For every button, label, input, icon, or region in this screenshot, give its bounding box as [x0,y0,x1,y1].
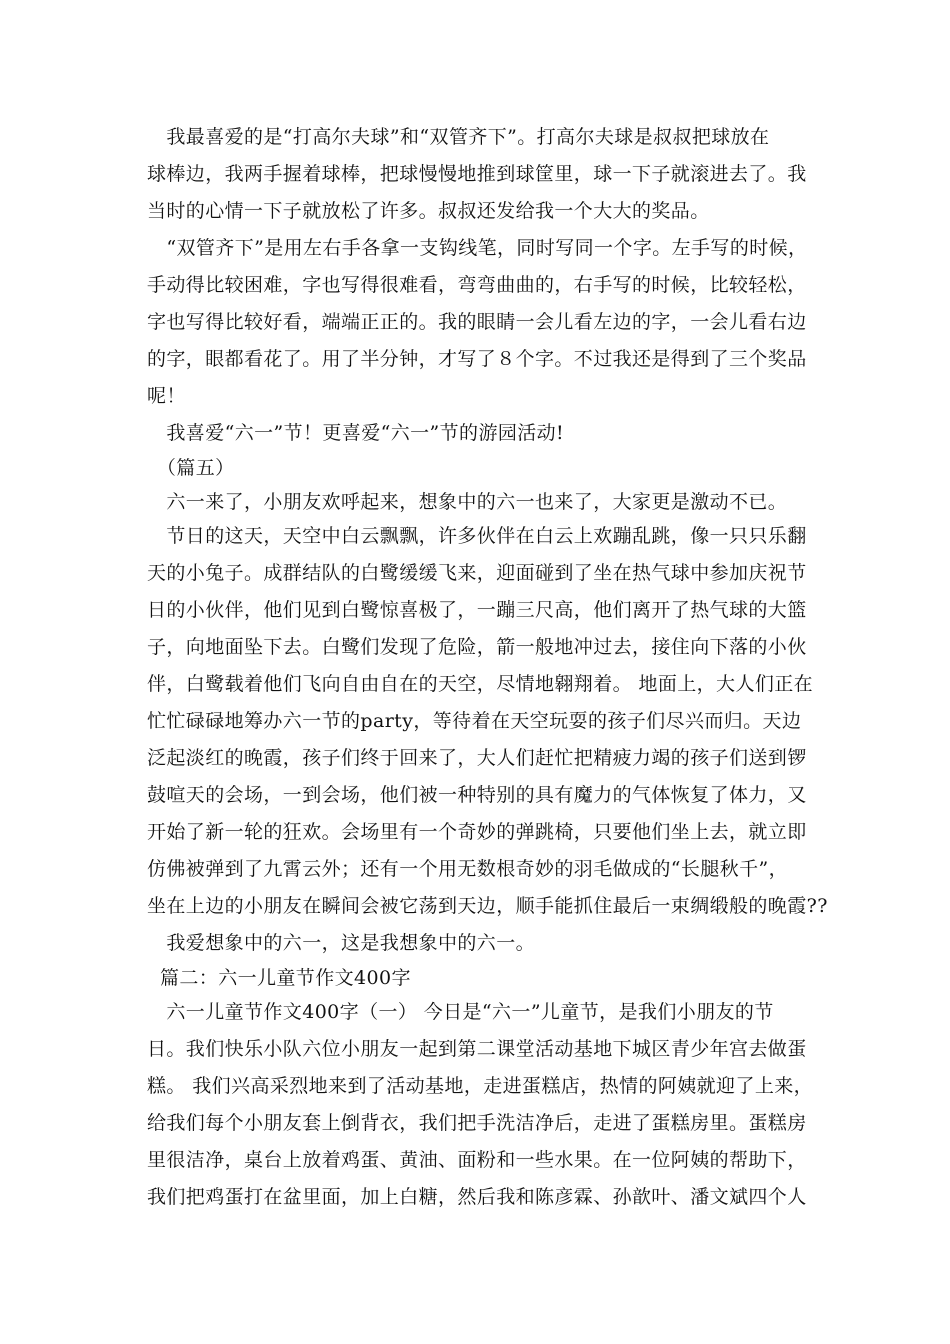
text-line: 字也写得比较好看，端端正正的。我的眼睛一会儿看左边的字，一会儿看右边 [147,311,807,333]
text-line: 我爱想象中的六一，这是我想象中的六一。 [147,932,536,954]
text-line: 当时的心情一下子就放松了许多。叔叔还发给我一个大大的奖品。 [147,200,710,222]
text-line: 里很洁净，桌台上放着鸡蛋、黄油、面粉和一些水果。在一位阿姨的帮助下， [147,1149,807,1171]
text-line: 我最喜爱的是“打高尔夫球”和“双管齐下”。打高尔夫球是叔叔把球放在 [147,126,770,148]
text-line: 鼓喧天的会场，一到会场，他们被一种特别的具有魔力的气体恢复了体力，又 [147,784,807,806]
text-line: 伴，白鹭载着他们飞向自由自在的天空，尽情地翱翔着。 地面上，大人们正在 [147,673,814,695]
text-line: 开始了新一轮的狂欢。会场里有一个奇妙的弹跳椅，只要他们坐上去，就立即 [147,821,807,843]
text-line: 呢！ [147,385,186,407]
text-line: 节日的这天，天空中白云飘飘，许多伙伴在白云上欢蹦乱跳，像一只只乐翻 [147,525,807,547]
text-line: 球棒边，我两手握着球棒，把球慢慢地推到球筐里，球一下子就滚进去了。我 [147,163,807,185]
text-line: 的字，眼都看花了。用了半分钟，才写了８个字。不过我还是得到了三个奖品 [147,348,807,370]
text-line: “双管齐下”是用左右手各拿一支钩线笔，同时写同一个字。左手写的时候， [147,237,808,259]
text-line: 子，向地面坠下去。白鹭们发现了危险，箭一般地冲过去，接住向下落的小伙 [147,636,807,658]
text-line: 六一儿童节作文400字（一） 今日是“六一”儿童节，是我们小朋友的节 [147,1001,774,1023]
text-line: 日。我们快乐小队六位小朋友一起到第二课堂活动基地下城区青少年宫去做蛋 [147,1038,807,1060]
text-line: 糕。 我们兴高采烈地来到了活动基地，走进蛋糕店，热情的阿姨就迎了上来， [147,1075,814,1097]
section-heading: 篇二：六一儿童节作文400字 [160,967,411,989]
text-line: 我们把鸡蛋打在盆里面，加上白糖，然后我和陈彦霖、孙歆叶、潘文斌四个人 [147,1186,807,1208]
section-heading: （篇五） [147,457,235,479]
text-line: 日的小伙伴，他们见到白鹭惊喜极了，一蹦三尺高，他们离开了热气球的大篮 [147,599,807,621]
text-line: 忙忙碌碌地筹办六一节的party，等待着在天空玩耍的孩子们尽兴而归。天边 [147,710,802,732]
text-line: 仿佛被弹到了九霄云外；还有一个用无数根奇妙的羽毛做成的“长腿秋千”， [147,858,789,880]
text-line: 我喜爱“六一”节！更喜爱“六一”节的游园活动! [147,422,565,444]
text-line: 天的小兔子。成群结队的白鹭缓缓飞来，迎面碰到了坐在热气球中参加庆祝节 [147,562,807,584]
text-line: 坐在上边的小朋友在瞬间会被它荡到天边，顺手能抓住最后一束绸缎般的晚霞?? [147,895,828,917]
text-line: 六一来了，小朋友欢呼起来，想象中的六一也来了，大家更是激动不已。 [147,491,788,513]
text-line: 手动得比较困难，字也写得很难看，弯弯曲曲的，右手写的时候，比较轻松， [147,274,807,296]
text-line: 给我们每个小朋友套上倒背衣，我们把手洗洁净后，走进了蛋糕房里。蛋糕房 [147,1112,807,1134]
text-line: 泛起淡红的晚霞，孩子们终于回来了，大人们赶忙把精疲力竭的孩子们送到锣 [147,747,807,769]
